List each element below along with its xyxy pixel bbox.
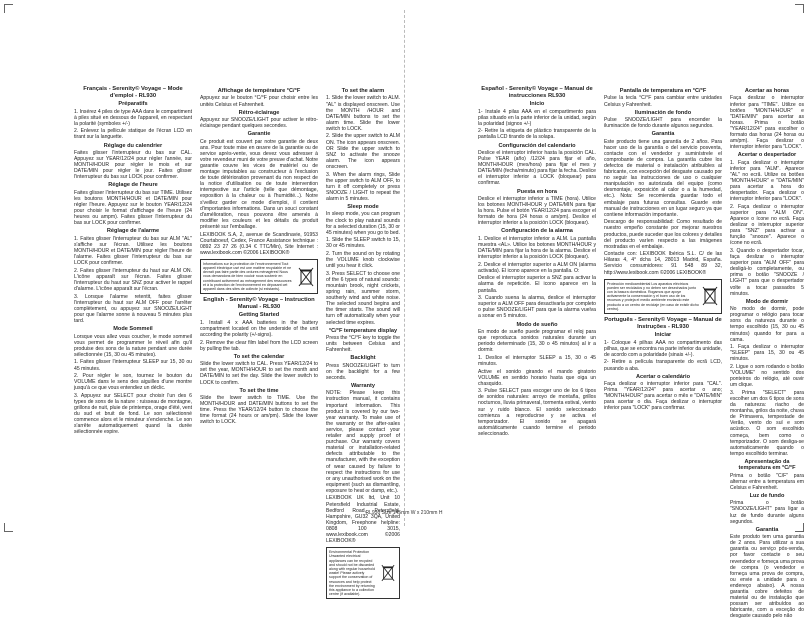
section-heading: Iniciar (654, 332, 672, 339)
section-title: Português - Serenity© Voyage – Manual de Instruções - RL930 (604, 317, 722, 330)
paragraph: 1. Faites glisser l'interrupteur SLEEP sur 15, 30 ou 45 minutes. (74, 359, 192, 372)
section-heading: Getting Started (238, 312, 280, 319)
paragraph: Faça deslizar o interruptor inferior para "TIME". Utilize os botões "MONTH/HOUR" e "DATE/MIN" para acertar as horas. Prima o botão "YEAR/12/24" para escolher o formato das horas (24 horas ou am/pm). Faça deslizar o interruptor inferior para "LOCK". (730, 95, 804, 151)
paragraph: 1- Instale 4 pilas AAA en el compartimento para pilas situado en la parte inferior de la unidad, según la polaridad (signos +/-) (478, 108, 596, 127)
paragraph: Este producto tiene una garantía de 2 años. Para hacer uso de la garantía o del servicio posventa, contacte con el vendedor y suminístrele el comprobante de compra. La garantía cubre los defectos de material o instalación atribuibles al fabricante, con excepción del desgaste causado por no seguir las instrucciones de uso o cualquier manipulación no autorizada del equipo (como desmontaje, exposición al calor o a la humedad, etc.). Nota: Se recomienda guardar todo el embalaje para futuras consultas. Guarde este manual de instrucciones en un lugar seguro ya que contiene información importante. (604, 138, 722, 218)
paragraph: No modo de dormir, pode programar o relógio para tocar sons da natureza durante o tempo escolhido (15, 30 ou 45 minutos) quando for para a cama. (730, 306, 804, 343)
paragraph: Prima o botão "SNOOZE/LIGHT" para ligar a luz de fundo durante alguns segundos. (730, 500, 804, 525)
paragraph: Deslice el interruptor inferior hasta la posición CAL. Pulse YEAR (año) /12/24 para fijar el año, MONTH/HOUR (mes/hora) para fijar el mes y DATE/MIN (fecha/minuto) para fijar la fecha. Deslice el interruptor inferior a LOCK (bloquear) para confirmar. (478, 149, 596, 187)
paragraph: Ce produit est couvert par notre garantie de deux ans. Pour toute mise en œuvre de la garantie ou de service après-vente, vous devez vous adresser à votre revendeur muni de votre preuve d'achat. Notre garantie couvre les vices de matériel ou de montage imputables au constructeur à l'exclusion de toute détérioration provenant du non respect de la notice d'utilisation ou de toute intervention intempestive sur l'article (telle que démontage, exposition à la chaleur ou à l'humidité...). Notre s'veillez garder ce mode d'emploi, il contient d'importantes informations. Dans un souci constant d'amélioration, nous pouvons être amenés à modifier les couleurs et les détails du produit présenté sur l'emballage. (200, 138, 318, 230)
paragraph: Press SNOOZE/LIGHT to turn on the backlight for a few seconds. (326, 362, 400, 381)
paragraph: 1. Faça deslizar o interruptor inferior para "ALM". Aparece "AL" no ecrã. Utilize os botões "MONTH/HOUR" e "DATE/MIN" para acertar a hora do despertador. Faça deslizar o interruptor inferior para "LOCK". (730, 159, 804, 203)
paragraph: 2. Enlevez la pellicule statique de l'écran LCD en tirant sur la languette. (74, 128, 192, 141)
section-heading: Acertar as horas (744, 88, 790, 94)
section-heading: Pantalla de temperatura en °C/°F (619, 88, 707, 94)
paragraph: 1. Faites glisser l'interrupteur du bas sur ALM "AL" s'affiche sur l'écran. Utilisez les boutons MONTH/HOUR et DATE/MIN pour régler l'heure de l'alarme. Faites glisser l'interrupteur du bas sur LOCK pour confirmer. (74, 235, 192, 267)
section-heading: Rétro-éclairage (238, 109, 280, 116)
paragraph: In sleep mode, you can program the clock to play natural sounds for a selected duration (15, 30 or 45 minutes) when you go to bed. (326, 211, 400, 236)
section-heading: Puesta en hora (516, 188, 558, 195)
section-heading: Luz de fundo (749, 492, 785, 499)
paragraph: 3. Press SELECT to choose one of the 6 types of natural sounds: mountain brook, night crickets, spring rain, summer storm, southerly wind and white noise. The selected sound begins and the timer starts. The sound will turn off automatically when your selected time expires. (326, 270, 400, 326)
paragraph: Faites glisser l'interrupteur du bas sur TIME. Utilisez les boutons MONTH/HOUR et DATE/MIN pour régler l'heure. Appuyez sur le bouton YEAR/12/24 pour choisir le format d'affichage de l'heure (24 heures ou ampm). Faites glisser l'interrupteur du bas sur LOCK pour confirmer. (74, 189, 192, 227)
paragraph: LEXIBOOK UK ltd, Unit 10 Petersfield Industrial Estate, Bedford Road, Petersfield, Hampshire, GU32 3QA, United Kingdom, Freephone helpline: 0808 100 3015, www.lexibook.com ©2006 LEXIBOOK® (326, 495, 400, 545)
paragraph: Deslice el interruptor inferior a TIME (hora). Utilice los botones MONTH/HOUR y DATE/MIN para fijar la hora. Pulse el botón YEAR/12/24 para escoger el formato de hora (24 horas o am/pm). Deslice el interruptor inferior a la posición LOCK (bloquear). (478, 195, 596, 227)
paragraph: 2. Deslice el interruptor superior a ALM ON (alarma activada). El icono aparece en la pantalla. O: (478, 261, 596, 274)
crop-mark (795, 4, 804, 13)
paragraph: Prima o botão "C/F" para alternar entre a temperatura em Celsius e Fahrenheit. (730, 472, 804, 491)
section-heading: To set the time (239, 387, 279, 394)
paragraph: 2. Slide the upper switch to ALM ON. The icon appears onscreen. OR Slide the upper switch to SNZ to activate the snooze alarm. The icon appears onscreen. (326, 133, 400, 170)
paragraph: En modo de sueño puede programar el reloj para que reproduzca sonidos naturales durante un periodo determinado (15, 30 o 45 minutos) al ir a dormir. (478, 328, 596, 354)
section-heading: Garantia (755, 526, 779, 533)
paragraph: 3. Appuyez sur SELECT pour choisir l'un des 6 types de sons de la nature : ruisseau de montagne, grillons de nuit, pluie de printemps, orage d'été, vent du sud et bruit de fond. Le son sélectionné commence alors et le minuteur s'enclenche. Le son s'arrête automatiquement quand la durée sélectionnée expire. (74, 392, 192, 436)
paragraph: 2. Faça deslizar o interruptor superior para "ALM ON". Aparece o ícone no ecrã. Faça deslizar o interruptor superior para "SNZ" para activar a função "snooze". Aparece o ícone no ecrã. (730, 203, 804, 247)
paragraph: Pulse la tecla °C/°F para cambiar entre unidades Celsius y Fahrenheit. (604, 95, 722, 108)
section-heading: Inicio (529, 101, 545, 108)
section-heading: Configuración de la alarma (501, 228, 573, 235)
paragraph: 3. Quando o despertador tocar, faça deslizar o interruptor superior para "ALM OFF" para desligá-lo completamente, ou prima o botão "SNOOZE / LIGHT" para que o despertador volte a tocar passados 5 minutos. (730, 247, 804, 297)
french-column (74, 86, 192, 437)
section-heading: °C/°F temperature display (328, 327, 398, 334)
section-heading: Mode Sommeil (113, 326, 153, 333)
paragraph: 1. Faça deslizar o interruptor "SLEEP" para 15, 30 ou 45 minutos. (730, 344, 804, 363)
section-title: Español - Serenity© Voyage – Manual de instrucciones RL930 (481, 86, 593, 99)
paragraph: 1- Coloque 4 pilhas AAA no compartimento das pilhas, que se encontra na parte inferior da unidade, de acordo com a polaridade (sinais +/-). (604, 339, 722, 358)
section-heading: Backlight (350, 355, 376, 362)
section-heading: To set the alarm (341, 88, 385, 94)
paragraph: Contacte con: LEXIBOOK Ibérica S.L. C/ de las Hilaras 4, 4° dcha 14, 28013 Madrid, España. Servicio consumidores: 91 548 89 32, http://www.lexibook.com ©2006 LEXIBOOK® (604, 251, 722, 276)
notice-text: Environmental Protection Unwanted electrical appliances can be recycled and should not be discarded along with regular household waste! Please actively support the conservation of resources and help protect the environment by returning this appliance to a collection centre (if available). (329, 550, 375, 597)
crop-mark (4, 523, 13, 532)
spanish-portuguese-column (604, 86, 722, 413)
section-heading: Préparatifs (118, 101, 148, 108)
paragraph: Appuyez sur le bouton °C/°F pour choisir entre les unités Celsius et Fahrenheit. (200, 95, 318, 108)
paragraph: Active el sonido girando el mando giratorio VOLUME en sentido horario hasta que oiga un chasquido. (478, 368, 596, 387)
french-english-column (200, 86, 318, 427)
paragraph: Faites glisser l'interrupteur du bas sur CAL. Appuyez sur YEAR/12/24 pour régler l'année, sur MONTH/HOUR pour régler le mois et sur DATE/MIN pour régler le jour. Faites glisser l'interrupteur du bas sur LOCK pour confirmer. (74, 149, 192, 181)
paragraph: Slide the lower switch to TIME. Use the MONTH/HOUR and DATE/MIN buttons to set the time. Press the YEAR/12/24 button to choose the time format (24 hours or am/pm). Slide the lower switch to LOCK. (200, 395, 318, 426)
section-heading: Garantía (651, 131, 675, 138)
section-heading: Configuración del calendario (498, 142, 576, 149)
paragraph: 2. Pour régler le son, tournez le bouton du VOLUME dans le sens des aiguilles d'une montre jusqu'à ce que vous entendiez un déclic. (74, 373, 192, 392)
crossed-bin-icon (297, 262, 315, 291)
section-heading: Garantie (247, 131, 271, 138)
environment-notice-box (326, 547, 400, 599)
paragraph: Deslice el interruptor superior a SNZ para activar la alarma de repetición. El icono aparece en la pantalla. (478, 275, 596, 294)
paragraph: 2. Remove the clear film label from the LCD screen by pulling the tab. (200, 339, 318, 352)
paragraph: 3. Cuando suena la alarma, deslice el interruptor superior a ALM OFF para desactivarla por completo o pulse SNOOZE/LIGHT para que la alarma vuelva a sonar en 5 minutos. (478, 295, 596, 320)
section-heading: Modo de sueño (516, 321, 558, 328)
section-heading: Iluminación de fondo (634, 109, 692, 116)
section-heading: Sleep mode (347, 204, 379, 210)
environment-notice-box (604, 279, 722, 314)
paragraph: 1. Insérez 4 piles de type AAA dans le compartiment à piles situé en dessous de l'appareil, en respectant la polarité (symboles +/-) (74, 108, 192, 127)
section-heading: Affichage de température °C/°F (217, 88, 301, 94)
paragraph: 1. Deslice el interruptor inferior a ALM. La pantalla muestra «AL». Utilice los botones MONTH/HOUR y DATE/MIN para fijar la hora de la alarma. Deslice el interruptor inferior a la posición LOCK (bloquear). (478, 235, 596, 261)
section-title: Français - Serenity© Voyage – Mode d'emploi - RL930 (83, 86, 183, 99)
section-heading: Réglage de l'heure (108, 182, 158, 189)
notice-text: Protección medioambiental Los aparatos eléctricos pueden ser reciclados y no deben ser desechados junto con la basura doméstica. Rogamos que apoye activamente la conservación y el buen uso de los recursos y proteja el medio ambiente enviando este producto a un centro de reciclaje (en caso de existir dicho centro). (607, 281, 699, 311)
crossed-bin-icon (379, 550, 397, 596)
notice-text: Informations sur la protection de l'environnement Tout appareil électrique usé est une matière recyclable et ne devrait pas faire partie des ordures ménagères! Nous vous demandons de bien vouloir nous soutenir en contribuant activement au ménagement des ressources et à la protection de l'environnement en déposant cet appareil dans des sites de collecte (si existants). (203, 261, 292, 292)
paragraph: Slide the lower switch to CAL. Press YEAR/12/24 to set the year, MONTH/HOUR to set the month and DATE/MIN to set the day. Slide the lower switch to LOCK to confirm. (200, 361, 318, 386)
paragraph: 1. Slide the SLEEP switch to 15, 30 or 45 minutes. (326, 237, 400, 250)
paragraph: Appuyez sur SNOOZE/LIGHT pour activer le rétro-éclairage pendant quelques secondes. (200, 117, 318, 130)
paragraph: 3. When the alarm rings, Slide the upper switch to ALM OFF, to turn it off completely or press SNOOZE / LIGHT to repeat the alarm in 5 minutes. (326, 171, 400, 202)
paragraph: 3. Lorsque l'alarme retentit, faites glisser l'interrupteur du haut sur ALM OFF pour l'arrêter complètement, ou appuyez sur SNOOZE/LIGHT pour que l'alarme sonne à nouveau 5 minutes plus tard. (74, 293, 192, 325)
paragraph: 2. Turn the sound on by rotating the VOLUME knob clockwise until you hear it click. (326, 250, 400, 270)
portuguese-column (730, 86, 804, 621)
paragraph: 3. Pulse SELECT para escoger uno de los 6 tipos de sonidos naturales: arroyo de montaña, grillos nocturnos, lluvia primaveral, tormenta estival, viento sur y ruido blanco. El sonido seleccionado comienza a reproducirse y se activa el temporizador. El sonido se apagará automáticamente cuando termine el periodo seleccionado. (478, 388, 596, 437)
paragraph: Pulse SNOOZE/LIGHT para encender la iluminación de fondo durante algunos segundos. (604, 117, 722, 130)
section-heading: Réglage du calendrier (103, 142, 163, 149)
paragraph: 1. Deslice el interruptor SLEEP a 15, 30 o 45 minutos. (478, 354, 596, 367)
right-page (404, 0, 808, 620)
left-page (0, 0, 404, 597)
spanish-column (478, 86, 596, 439)
paragraph: Press the °C/°F key to toggle the units between Celsius and Fahrenheit. (326, 335, 401, 354)
paragraph: Lorsque vous allez vous coucher, le mode sommeil vous permet de programmer le réveil afin qu'il produise des sons de la nature pendant une durée sélectionnée (15, 30 ou 45 minutes). (74, 333, 192, 358)
section-heading: To set the calendar (233, 353, 285, 360)
section-heading: Réglage de l'alarme (106, 228, 160, 235)
section-heading: Acertar o calendário (635, 373, 691, 380)
section-heading: Acertar o despertador (737, 152, 797, 159)
paragraph: 2- Retire a película transparente do ecrã LCD, puxando a aba. (604, 359, 722, 372)
paragraph: 1. Install 4 x AAA batteries in the battery compartment located on the underside of the unit according the polarity (+/-signs). (200, 319, 318, 339)
paragraph: 2. Ligue o som rodando o botão "VOLUME" no sentido dos ponteiros do relógio, até ouvir um clique. (730, 363, 804, 389)
paragraph: NOTE: Please keep this instruction manual, it contains important information. This product is covered by our two-year warranty. To make use of the warranty or the after-sales service, please contact your retailer and supply proof of purchase. Our warranty covers material or installation-related defects attributable to the manufacturer, with the exception of wear caused by failure to respect the instructions for use or any unauthorised work on the equipment (such as dismantling, exposure to heat or damp, etc.). (326, 390, 400, 494)
paragraph: 3. Prima "SELECT" para escolher um dos 6 tipos de sons da natureza: riacho de montanha, grilos da noite, chuva de Primavera, tempestade de Verão, vento do sul e som acústico. O som escolhido começa, bem como o temporizador. O som desliga-se automaticamente quando o tempo escolhido terminar. (730, 389, 804, 457)
crop-mark (4, 4, 13, 13)
paragraph: 2- Retire la etiqueta de plástico transparente de la pantalla LCD tirando de la solapa. (478, 128, 596, 141)
section-heading: Modo de dormir (745, 298, 789, 305)
section-title: English - Serenity© Voyage – Instruction Manual - RL930 (203, 297, 315, 310)
size-footer: RL930 Size 145mm W x 210mm H (365, 510, 443, 516)
paragraph: LEXIBOOK S.A, 2, avenue de Scandinavie, 91953 Courtaboeuf, Cedex, France Assistance technique : 0892 23 27 26 (0.34 € TTC/Min), Site Internet : www.lexibook.com ©2006 LEXIBOOK® (200, 231, 318, 256)
environment-notice-box (200, 259, 318, 294)
paragraph: 1. Slide the lower switch to ALM. "AL" is displayed onscreen. Use the MONTH /HOUR and DATE/MIN buttons to set the alarm time. Slide the lower switch to LOCK. (326, 95, 400, 132)
section-heading: Warranty (350, 382, 376, 389)
paragraph: Este produto tem uma garantia de 2 anos. Para utilizar a sua garantia ou serviço pós-venda, por favor contacte o seu revendedor e forneça uma prova de compra (o vendedor e forneça uma prova de compra, ou envie a unidade para o endereço abaixo). A nossa garantia cobre defeitos de material ou de instalação que possam ser atribuídos ao fabricante, com a exceção do desgaste causado pelo não (730, 534, 804, 620)
crossed-bin-icon (701, 282, 719, 311)
english-column (326, 86, 400, 602)
paragraph: Faça deslizar o interruptor inferior para "CAL". Prima "YEAR/12/24" para acertar o ano; "MONTH/HOUR" para acertar o mês e "DATE/MIN" para acertar o dia. Faça deslizar o interruptor inferior para "LOCK" para confirmar. (604, 381, 722, 412)
paragraph: 2. Faites glisser l'interrupteur du haut sur ALM ON. L'icône apparaît sur l'écran. Faites glisser l'interrupteur du haut sur SNZ pour activer le rappel d'alarme. L'icône apparaît sur l'écran. (74, 267, 192, 293)
paragraph: Descargo de responsabilidad: Como resultado de nuestro empeño constante por mejorar nuestros productos, puede suceder que los colores y detalles del producto varíen respecto a las imágenes mostradas en el embalaje. (604, 219, 722, 250)
section-heading: Apresentação da temperatura em °C/°F (738, 458, 796, 472)
